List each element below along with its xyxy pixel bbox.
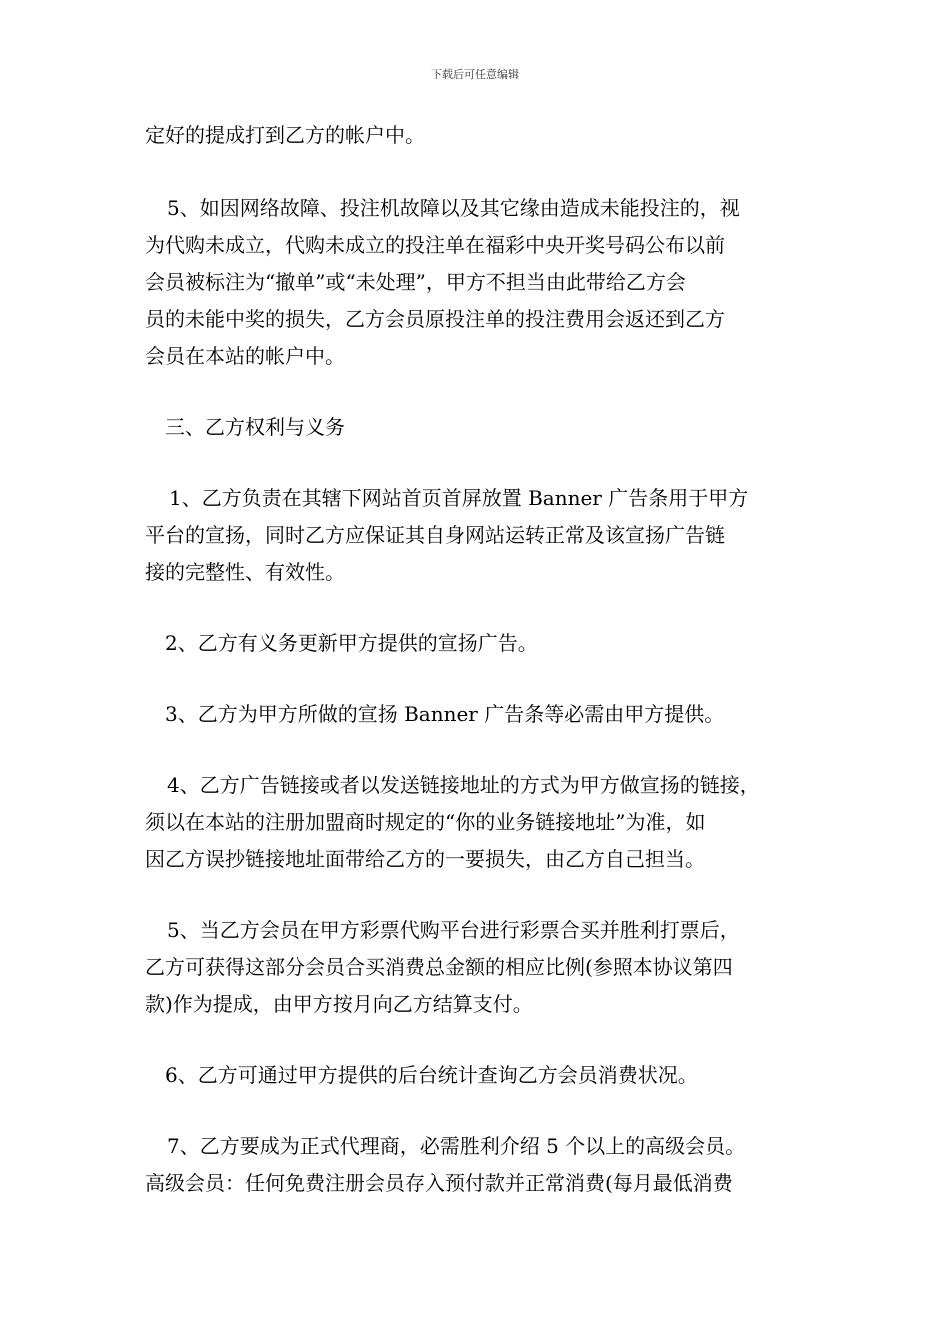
paragraph-6 — [145, 767, 810, 878]
text-line: 为代购未成立，代购未成立的投注单在福彩中央开奖号码公布以前 — [145, 233, 725, 257]
text-line: 4、乙方广告链接或者以发送链接地址的方式为甲方做宣扬的链接， — [167, 773, 760, 797]
text-line: 员的未能中奖的损失，乙方会员原投注单的投注费用会返还到乙方 — [145, 307, 725, 331]
text-line: 5、当乙方会员在甲方彩票代购平台进行彩票合买并胜利打票后， — [167, 918, 740, 942]
paragraph-4 — [145, 625, 810, 662]
paragraph-7 — [145, 912, 810, 1023]
text-line: 乙方可获得这部分会员合买消费总金额的相应比例(参照本协议第四 — [145, 955, 733, 979]
paragraph-1 — [145, 117, 810, 154]
text-line: 因乙方误抄链接地址面带给乙方的一要损失，由乙方自己担当。 — [145, 847, 705, 871]
text-line: 高级会员：任何免费注册会员存入预付款并正常消费(每月最低消费 — [145, 1171, 733, 1195]
text-line: 5、如因网络故障、投注机故障以及其它缘由造成未能投注的，视 — [167, 196, 740, 220]
text-line: 2、乙方有义务更新甲方提供的宣扬广告。 — [165, 631, 538, 655]
paragraph-2 — [145, 190, 810, 375]
text-line: 6、乙方可通过甲方提供的后台统计查询乙方会员消费状况。 — [165, 1063, 698, 1087]
document-body — [145, 117, 810, 1236]
paragraph-9 — [145, 1128, 810, 1202]
paragraph-5 — [145, 696, 810, 733]
text-line: 会员在本站的帐户中。 — [145, 344, 345, 368]
text-line: 款)作为提成，由甲方按月向乙方结算支付。 — [145, 992, 533, 1016]
heading-line: 三、乙方权利与义务 — [165, 415, 345, 439]
text-line: 会员被标注为“撤单”或“未处理”，甲方不担当由此带给乙方会 — [145, 270, 686, 294]
text-line: 7、乙方要成为正式代理商，必需胜利介绍 5 个以上的高级会员。 — [167, 1134, 746, 1158]
section-heading — [145, 409, 810, 446]
text-line: 须以在本站的注册加盟商时规定的“你的业务链接地址”为准，如 — [145, 810, 706, 834]
text-line: 平台的宣扬，同时乙方应保证其自身网站运转正常及该宣扬广告链 — [145, 523, 725, 547]
text-line: 3、乙方为甲方所做的宣扬 Banner 广告条等必需由甲方提供。 — [165, 702, 725, 726]
paragraph-8 — [145, 1057, 810, 1094]
text-line: 接的完整性、有效性。 — [145, 560, 345, 584]
paragraph-3 — [145, 480, 810, 591]
page-header: 下载后可任意编辑 — [431, 68, 519, 81]
text-line: 1、乙方负责在其辖下网站首页首屏放置 Banner 广告条用于甲方 — [169, 486, 749, 510]
text-line: 定好的提成打到乙方的帐户中。 — [145, 123, 425, 147]
